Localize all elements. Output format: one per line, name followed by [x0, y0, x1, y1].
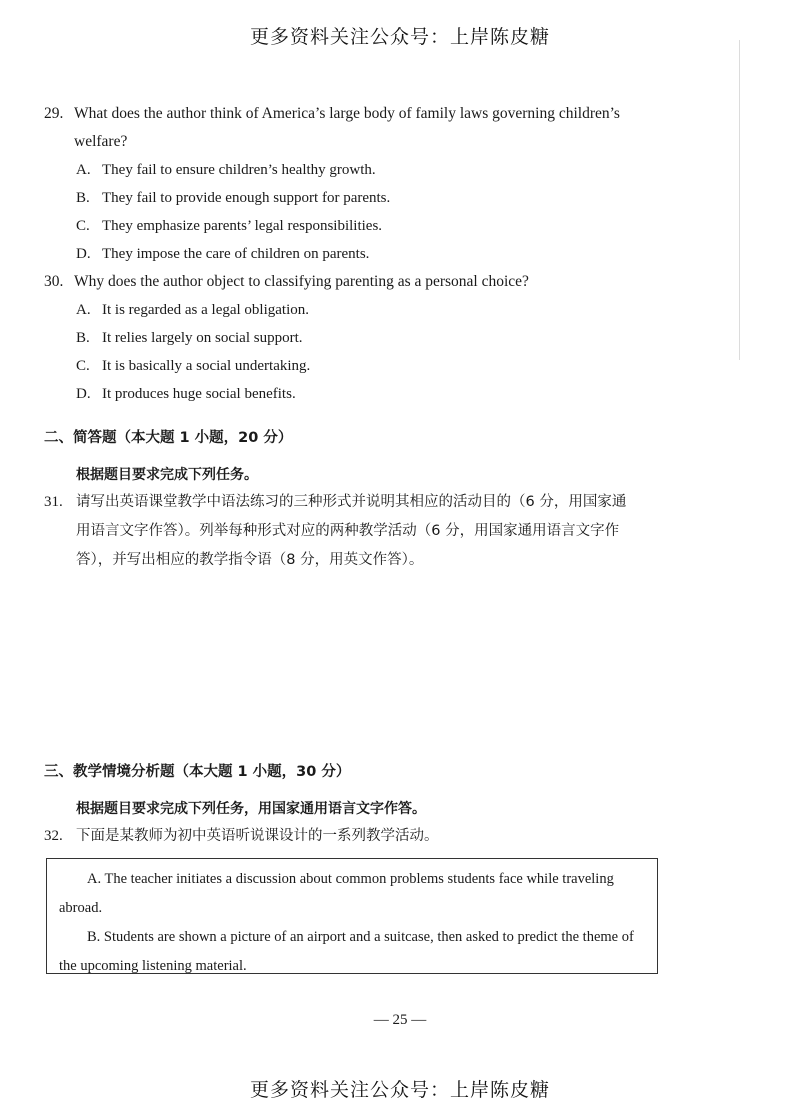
question-text-line1: Why does the author object to classifying parenting as a personal choice? [74, 273, 529, 290]
option-30-c: C. It is basically a social undertaking. [76, 358, 311, 374]
option-29-d: D. They impose the care of children on parents. [76, 246, 370, 262]
section-2-title: 二、简答题（本大题 1 小题，20 分） [44, 430, 293, 446]
question-number: 31. [44, 494, 63, 510]
option-29-b: B. They fail to provide enough support for parents. [76, 190, 391, 206]
footer-banner: 更多资料关注公众号：上岸陈皮糖 [249, 1079, 550, 1101]
question-text-line2: welfare? [74, 133, 128, 150]
question-31 [44, 488, 664, 575]
section-3-title: 三、教学情境分析题（本大题 1 小题，30 分） [44, 764, 351, 780]
activity-a: A. The teacher initiates a discussion about common problems students face while traveling abroad. [59, 871, 614, 916]
question-text-line1: What does the author think of America’s large body of family laws governing children’s [74, 105, 620, 122]
page-number: — 25 — [373, 1012, 427, 1028]
question-text-line2: 用语言文字作答）。列举每种形式对应的两种教学活动（6 分，用国家通用语言文字作 [76, 523, 620, 539]
activity-b: B. Students are shown a picture of an airport and a suitcase, then asked to predict the theme of the upcoming listening material. [59, 929, 634, 974]
option-30-d: D. It produces huge social benefits. [76, 386, 296, 402]
activities-box [46, 858, 658, 974]
option-30-a: A. It is regarded as a legal obligation. [76, 302, 310, 318]
question-29 [44, 100, 684, 156]
section-2-instruction: 根据题目要求完成下列任务。 [76, 467, 258, 483]
section-3-instruction: 根据题目要求完成下列任务，用国家通用语言文字作答。 [76, 801, 426, 817]
question-number: 30. [44, 273, 64, 290]
question-number: 29. [44, 105, 64, 122]
option-29-a: A. They fail to ensure children’s healthy growth. [76, 162, 376, 178]
question-text-line3: 答），并写出相应的教学指令语（8 分，用英文作答）。 [76, 552, 424, 568]
option-30-b: B. It relies largely on social support. [76, 330, 303, 346]
question-32 [44, 822, 664, 851]
header-banner: 更多资料关注公众号：上岸陈皮糖 [249, 26, 550, 48]
question-text-line1: 下面是某教师为初中英语听说课设计的一系列教学活动。 [76, 828, 439, 844]
question-text-line1: 请写出英语课堂教学中语法练习的三种形式并说明其相应的活动目的（6 分，用国家通 [76, 494, 627, 510]
question-30 [44, 268, 684, 296]
option-29-c: C. They emphasize parents’ legal responsibilities. [76, 218, 383, 234]
scan-edge-line [739, 40, 740, 360]
question-number: 32. [44, 828, 63, 844]
